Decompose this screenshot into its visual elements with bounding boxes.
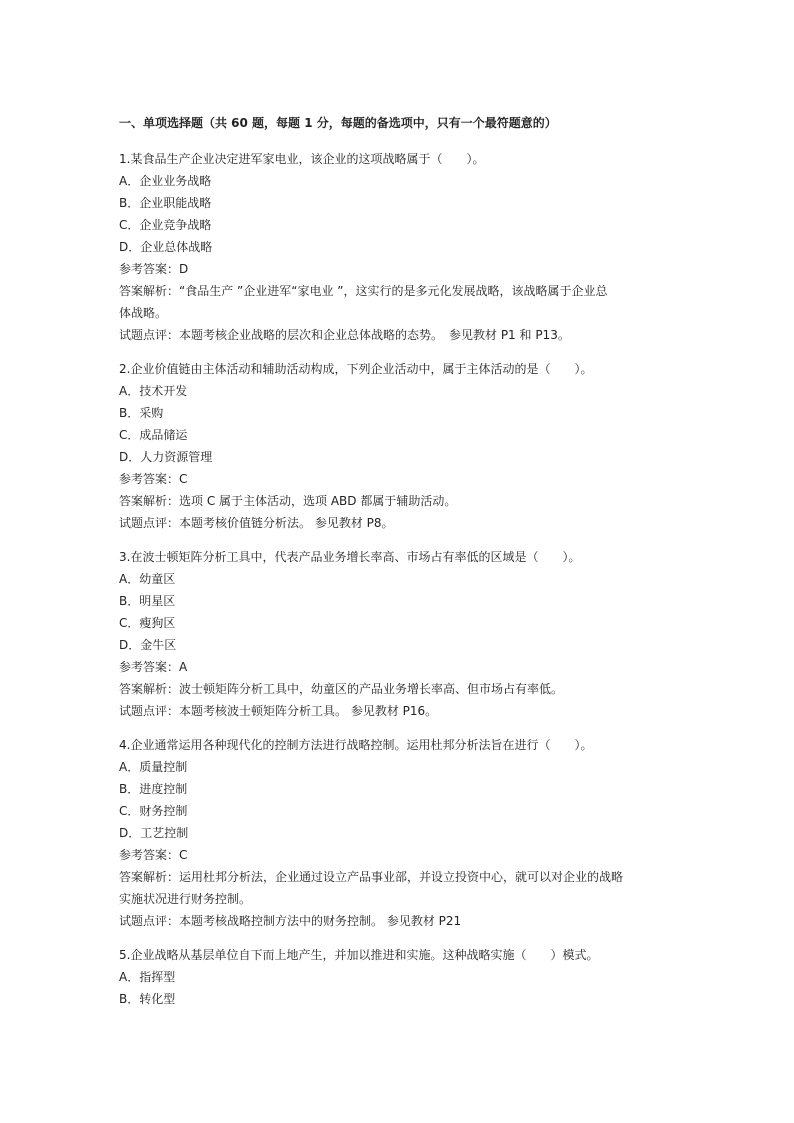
option-d: D．金牛区 (119, 638, 177, 652)
option-c: C．成品储运 (119, 428, 188, 442)
option-b: B．企业职能战略 (119, 196, 212, 210)
option-d: D．企业总体战略 (119, 240, 213, 254)
option-d: D．工艺控制 (119, 826, 189, 840)
question-stem: 2.企业价值链由主体活动和辅助活动构成，下列企业活动中，属于主体活动的是（ ）。 (119, 362, 593, 376)
question-5 (119, 944, 677, 1010)
option-b: B．进度控制 (119, 782, 188, 796)
question-stem: 1.某食品生产企业决定进军家电业，该企业的这项战略属于（ ）。 (119, 152, 485, 166)
reference-answer: 参考答案：C (119, 472, 188, 486)
option-d: D．人力资源管理 (119, 450, 213, 464)
question-3 (119, 546, 677, 722)
option-c: C．瘦狗区 (119, 616, 176, 630)
reference-answer: 参考答案：A (119, 660, 188, 674)
section-title: 一、单项选择题（共 60 题，每题 1 分，每题的备选项中，只有一个最符题意的） (119, 116, 557, 130)
question-comment: 试题点评：本题考核价值链分析法。 参见教材 P8。 (119, 516, 394, 530)
option-a: A．技术开发 (119, 384, 188, 398)
answer-analysis-line: 答案解析：选项 C 属于主体活动，选项 ABD 都属于辅助活动。 (119, 494, 457, 508)
answer-analysis-line: 答案解析：运用杜邦分析法，企业通过设立产品事业部，并设立投资中心，就可以对企业的战略 (119, 870, 624, 884)
document-page (119, 112, 677, 1022)
option-c: C．财务控制 (119, 804, 188, 818)
answer-analysis-line: 实施状况进行财务控制。 (119, 892, 252, 906)
answer-analysis-line: 答案解析：波士顿矩阵分析工具中，幼童区的产品业务增长率高、但市场占有率低。 (119, 682, 564, 696)
option-a: A．企业业务战略 (119, 174, 212, 188)
question-stem: 3.在波士顿矩阵分析工具中，代表产品业务增长率高、市场占有率低的区域是（ ）。 (119, 550, 581, 564)
question-2 (119, 358, 677, 534)
question-comment: 试题点评：本题考核企业战略的层次和企业总体战略的态势。 参见教材 P1 和 P13。 (119, 328, 570, 342)
answer-analysis-line: 体战略。 (119, 306, 168, 320)
reference-answer: 参考答案：C (119, 848, 188, 862)
reference-answer: 参考答案：D (119, 262, 189, 276)
option-b: B．采购 (119, 406, 164, 420)
question-stem: 4.企业通常运用各种现代化的控制方法进行战略控制。运用杜邦分析法旨在进行（ ）。 (119, 738, 593, 752)
question-4 (119, 734, 677, 932)
option-a: A．指挥型 (119, 970, 176, 984)
question-comment: 试题点评：本题考核战略控制方法中的财务控制。 参见教材 P21 (119, 914, 462, 928)
option-b: B．明星区 (119, 594, 176, 608)
answer-analysis-line: 答案解析：“食品生产 ”企业进军“家电业 ”，这实行的是多元化发展战略，该战略属于企业总 (119, 284, 608, 298)
option-b: B．转化型 (119, 992, 176, 1006)
option-c: C．企业竞争战略 (119, 218, 212, 232)
option-a: A．质量控制 (119, 760, 188, 774)
question-comment: 试题点评：本题考核波士顿矩阵分析工具。 参见教材 P16。 (119, 704, 438, 718)
option-a: A．幼童区 (119, 572, 176, 586)
question-1 (119, 148, 677, 346)
question-stem: 5.企业战略从基层单位自下而上地产生，并加以推进和实施。这种战略实施（ ）模式。 (119, 948, 599, 962)
